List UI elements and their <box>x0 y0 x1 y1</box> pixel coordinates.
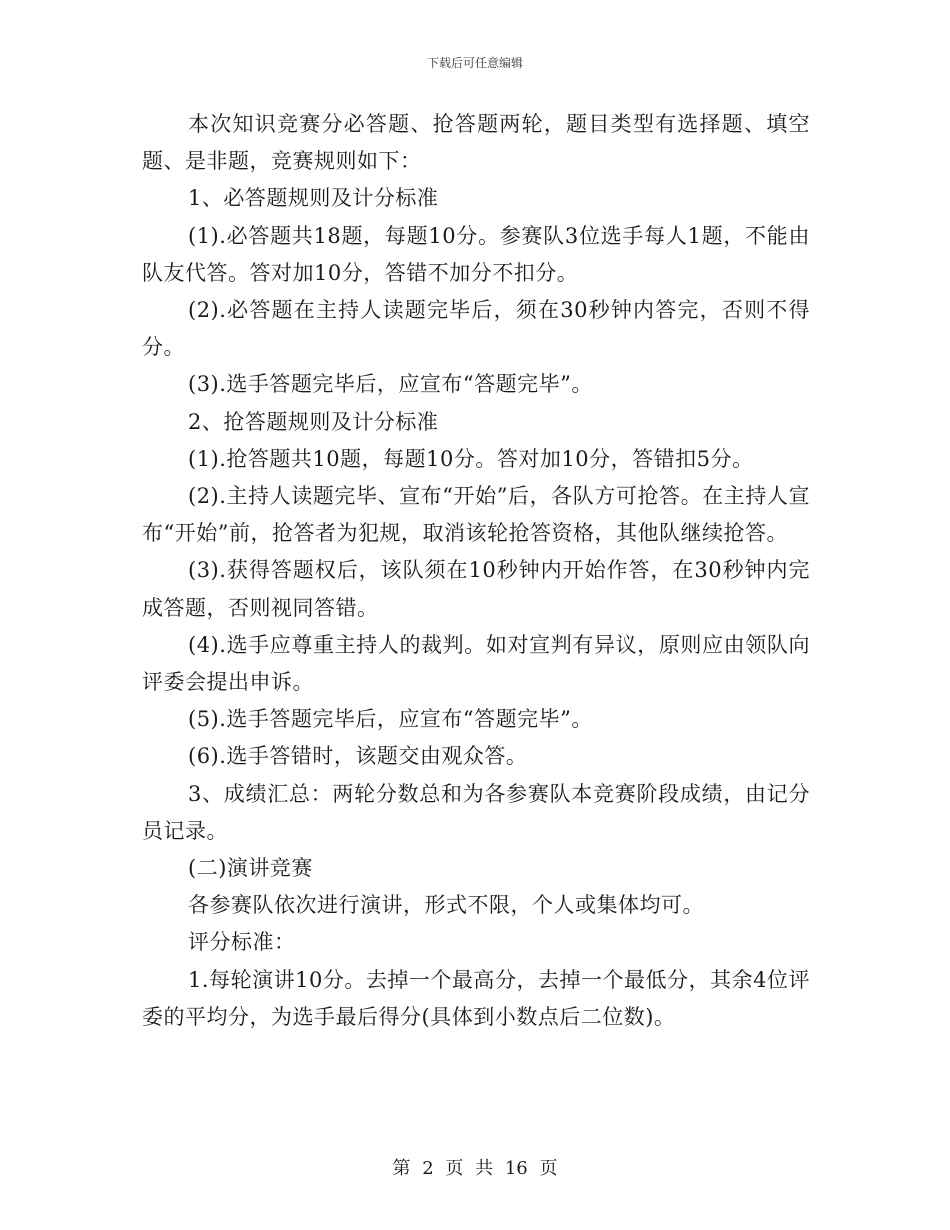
page-number-footer: 第 2 页 共 16 页 <box>392 1158 558 1179</box>
paragraph-buzzer-rule-3: (3).获得答题权后，该队须在10秒钟内开始作答，在30秒钟内完成答题，否则视同答错。 <box>142 558 810 620</box>
page-header: 下载后可任意编辑 <box>426 56 523 70</box>
section-heading-required: 1、必答题规则及计分标准 <box>188 186 439 211</box>
paragraph-score-summary: 3、成绩汇总：两轮分数总和为各参赛队本竞赛阶段成绩，由记分员记录。 <box>142 781 810 843</box>
document-body <box>142 106 810 1036</box>
paragraph-buzzer-rule-4: (4).选手应尊重主持人的裁判。如对宣判有异议，原则应由领队向评委会提出申诉。 <box>142 632 810 695</box>
paragraph-buzzer-rule-2: (2).主持人读题完毕、宣布“开始”后，各队方可抢答。在主持人宣布“开始”前，抢答者为犯规，取消该轮抢答资格，其他队继续抢答。 <box>142 484 810 546</box>
paragraph-speech-intro: 各参赛队依次进行演讲，形式不限，个人或集体均可。 <box>188 893 704 918</box>
section-heading-buzzer: 2、抢答题规则及计分标准 <box>188 409 439 434</box>
section-heading-speech: (二)演讲竞赛 <box>188 856 313 881</box>
paragraph-intro: 本次知识竞赛分必答题、抢答题两轮，题目类型有选择题、填空题、是非题，竞赛规则如下： <box>142 112 810 174</box>
paragraph-buzzer-rule-1: (1).抢答题共10题，每题10分。答对加10分，答错扣5分。 <box>188 446 754 471</box>
paragraph-buzzer-rule-5: (5).选手答题完毕后，应宣布“答题完毕”。 <box>188 707 593 732</box>
paragraph-scoring-rule-1: 1.每轮演讲10分。去掉一个最高分，去掉一个最低分，其余4位评委的平均分，为选手最后得分(具体到小数点后二位数)。 <box>142 967 810 1029</box>
paragraph-required-rule-1: (1).必答题共18题，每题10分。参赛队3位选手每人1题，不能由队友代答。答对加10分，答错不加分不扣分。 <box>142 223 810 285</box>
paragraph-required-rule-3: (3).选手答题完毕后，应宣布“答题完毕”。 <box>188 372 593 397</box>
section-heading-scoring: 评分标准： <box>188 930 296 955</box>
paragraph-buzzer-rule-6: (6).选手答错时，该题交由观众答。 <box>188 744 528 769</box>
paragraph-required-rule-2: (2).必答题在主持人读题完毕后，须在30秒钟内答完，否则不得分。 <box>142 298 810 360</box>
